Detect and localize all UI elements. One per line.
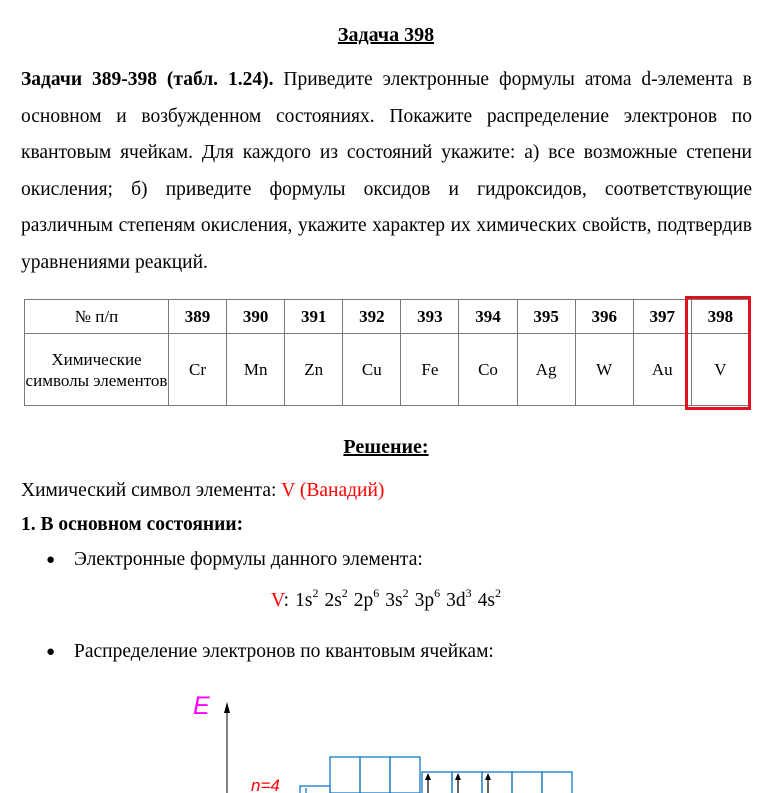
- ground-state-heading: 1. В основном состоянии:: [21, 514, 244, 535]
- element-value: V (Ванадий): [281, 480, 385, 501]
- bullet-icon: ●: [46, 552, 56, 568]
- level-label: n=4: [251, 776, 280, 793]
- term-base: 3s: [385, 590, 403, 611]
- term-exp: 3: [465, 586, 472, 600]
- term-base: 3p: [414, 590, 435, 611]
- table-cell-number: 396: [575, 300, 633, 334]
- table-cell-symbol: Mn: [227, 334, 285, 406]
- arrow-head-icon: [455, 773, 461, 780]
- formula-sep: :: [283, 590, 290, 611]
- bullet-text-formulas: Электронные формулы данного элемента:: [74, 549, 423, 570]
- row-label-symbols: Химические символы элементов: [25, 334, 169, 406]
- orbital-cell: [360, 757, 390, 793]
- task-lead: Задачи 389-398 (табл. 1.24).: [21, 69, 274, 90]
- table-cell-symbol: V: [691, 334, 749, 406]
- table-cell-symbol: Ag: [517, 334, 575, 406]
- table-cell-number: 389: [169, 300, 227, 334]
- term-exp: 2: [402, 586, 409, 600]
- orbital-cell: [482, 772, 512, 793]
- table-cell-symbol: Fe: [401, 334, 459, 406]
- table-cell-number: 398: [691, 300, 749, 334]
- arrow-head-icon: [485, 773, 491, 780]
- table-cell-number: 390: [227, 300, 285, 334]
- table-cell-number: 397: [633, 300, 691, 334]
- term-base: 2s: [324, 590, 342, 611]
- orbital-cell: [390, 757, 420, 793]
- table-cell-symbol: Cr: [169, 334, 227, 406]
- table-cell-symbol: Cu: [343, 334, 401, 406]
- electron-arrows: [428, 778, 488, 793]
- orbital-cell: [542, 772, 572, 793]
- table-cell-number: 394: [459, 300, 517, 334]
- orbital-cell: [422, 772, 452, 793]
- term-exp: 6: [373, 586, 380, 600]
- orbital-cell: [452, 772, 482, 793]
- term-exp: 2: [312, 586, 319, 600]
- bullet-icon: ●: [46, 644, 56, 660]
- term-exp: 2: [341, 586, 348, 600]
- formula-element: V: [271, 590, 284, 611]
- table-cell-symbol: Au: [633, 334, 691, 406]
- term-exp: 2: [494, 586, 501, 600]
- arrow-head-icon: [425, 773, 431, 780]
- table-cell-symbol: W: [575, 334, 633, 406]
- orbital-cell: [512, 772, 542, 793]
- problem-title: Задача 398: [337, 24, 435, 46]
- table-cell-number: 391: [285, 300, 343, 334]
- term-base: 4s: [477, 590, 495, 611]
- term-base: 2p: [353, 590, 374, 611]
- table-cell-symbol: Zn: [285, 334, 343, 406]
- row-label-number: № п/п: [25, 300, 169, 334]
- term-base: 3d: [446, 590, 466, 611]
- table-cell-number: 393: [401, 300, 459, 334]
- task-body: Приведите электронные формулы атома d-элемента в основном и возбужденном состояниях. Покажите распределение электронов по квантовым ячейкам. Для каждого из состояний укажите: а) все возможные степени окисления; б) приведите формулы оксидов и гидроксидов, соответствующие различным степеням окисления, укажите характер их химических свойств, подтвердив уравнениями реакций.: [21, 69, 752, 273]
- bullet-text-distribution: Распределение электронов по квантовым ячейкам:: [74, 641, 494, 662]
- energy-label: E: [193, 692, 210, 720]
- element-label: Химический символ элемента:: [21, 480, 282, 501]
- orbital-cell: [300, 786, 330, 793]
- table-cell-number: 392: [343, 300, 401, 334]
- orbital-cells: [300, 757, 572, 793]
- term-base: 1s: [295, 590, 313, 611]
- orbital-cell: [330, 757, 360, 793]
- solution-title: Решение:: [343, 436, 429, 458]
- axis-arrow-icon: [224, 702, 230, 713]
- table-cell-symbol: Co: [459, 334, 517, 406]
- term-exp: 6: [434, 586, 441, 600]
- table-cell-number: 395: [517, 300, 575, 334]
